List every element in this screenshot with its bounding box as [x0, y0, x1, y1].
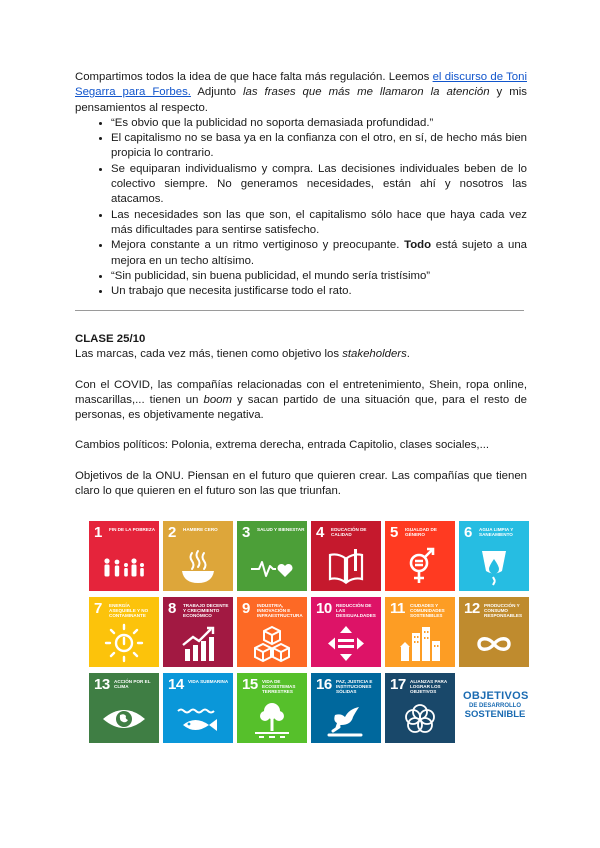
sdg-tile-13: 13 ACCIÓN POR EL CLIMA [89, 673, 159, 743]
sdg-tile-2: 2 HAMBRE CERO [163, 521, 233, 591]
water-icon [471, 547, 517, 587]
sdg-tile-7: 7 ENERGÍA ASEQUIBLE Y NO CONTAMINANTE [89, 597, 159, 667]
sdg-tile-9: 9 INDUSTRIA, INNOVACIÓN E INFRAESTRUCTURA [237, 597, 307, 667]
sdg-tile-1: 1 FIN DE LA POBREZA [89, 521, 159, 591]
list-item: • Mejora constante a un ritmo vertiginoso y preocupante. Todo está sujeto a una mejora en un techo altísimo. [111, 238, 527, 269]
sdg-tile-3: 3 SALUD Y BIENESTAR [237, 521, 307, 591]
city-icon [397, 623, 443, 663]
list-item: • Un trabajo que necesita justificarse todo el rato. [111, 284, 527, 299]
heartbeat-icon [249, 547, 295, 587]
forbes-speech-link[interactable]: el discurso de Toni Segarra para Forbes. [75, 71, 527, 99]
fish-icon [175, 699, 221, 739]
paragraph-stakeholders: Las marcas, cada vez más, tienen como objetivo los stakeholders. [75, 348, 410, 361]
sdg-tile-10: 10 REDUCCIÓN DE LAS DESIGUALDADES [311, 597, 381, 667]
intro-paragraph: Compartimos todos la idea de que hace falta más regulación. Leemos el discurso de Toni Segarra para Forbes. Adjunto las frases que más me llamaron la atención y mis pensamientos al respecto. [75, 71, 527, 114]
sdg-tile-16: 16 PAZ, JUSTICIA E INSTITUCIONES SÓLIDAS [311, 673, 381, 743]
sun-power-icon [101, 623, 147, 663]
paragraph-covid: Con el COVID, las compañías relacionadas con el entretenimiento, Shein, ropa online, mascarillas,... tienen un boom y sacan partido de una situación que, para el resto de personas, es objetivamente negativa. [75, 378, 527, 422]
list-item: • “Es obvio que la publicidad no soporta demasiada profundidad.” [111, 116, 527, 131]
tree-icon [249, 699, 295, 739]
infinity-icon [471, 623, 517, 663]
gender-icon [397, 547, 443, 587]
sdg-tile-14: 14 VIDA SUBMARINA [163, 673, 233, 743]
list-item: • “Sin publicidad, sin buena publicidad, el mundo sería tristísimo” [111, 269, 527, 284]
sdg-tile-17: 17 ALIANZAS PARA LOGRAR LOS OBJETIVOS [385, 673, 455, 743]
people-icon [101, 547, 147, 587]
list-item: • Las necesidades son las que son, el capitalismo sólo hace que haya cada vez más dificultades para sentirse satisfecho. [111, 208, 527, 239]
cubes-icon [249, 623, 295, 663]
paragraph-onu: Objetivos de la ONU. Piensan en el futuro que quieren crear. Las compañías que tienen claro lo que quieren en el futuro son las que triunfan. [75, 469, 527, 498]
sdg-tile-6: 6 AGUA LIMPIA Y SANEAMIENTO [459, 521, 529, 591]
sdg-tile-5: 5 IGUALDAD DE GÉNERO [385, 521, 455, 591]
growth-chart-icon [175, 623, 221, 663]
quotes-list [75, 116, 527, 300]
book-icon [323, 547, 369, 587]
list-item: • Se equiparan individualismo y compra. Las decisiones individuales beben de lo colectivo siempre. No generamos necesidades, están ahí y nosotros las atacamos. [111, 162, 527, 208]
list-item: • El capitalismo no se basa ya en la confianza con el otro, en sí, de hecho más bien propicia lo contrario. [111, 131, 527, 162]
equality-icon [323, 623, 369, 663]
horizontal-divider [75, 310, 524, 311]
rings-icon [397, 699, 443, 739]
sdg-tile-15: 15 VIDA DE ECOSISTEMAS TERRESTRES [237, 673, 307, 743]
dove-icon [323, 699, 369, 739]
sdg-goals-grid [89, 521, 529, 743]
intro-section [75, 70, 527, 299]
sdg-tile-12: 12 PRODUCCIÓN Y CONSUMO RESPONSABLES [459, 597, 529, 667]
bowl-icon [175, 547, 221, 587]
sdg-tile-4: 4 EDUCACIÓN DE CALIDAD [311, 521, 381, 591]
sdg-tile-11: 11 CIUDADES Y COMUNIDADES SOSTENIBLES [385, 597, 455, 667]
paragraph-politics: Cambios políticos: Polonia, extrema derecha, entrada Capitolio, clases sociales,... [75, 439, 490, 452]
eye-globe-icon [101, 699, 147, 739]
sdg-logo: OBJETIVOS DE DESARROLLO SOSTENIBLE [459, 673, 529, 743]
sdg-tile-8: 8 TRABAJO DECENTE Y CRECIMIENTO ECONÓMICO [163, 597, 233, 667]
clase-section [75, 332, 527, 499]
section-heading: CLASE 25/10 [75, 333, 146, 345]
